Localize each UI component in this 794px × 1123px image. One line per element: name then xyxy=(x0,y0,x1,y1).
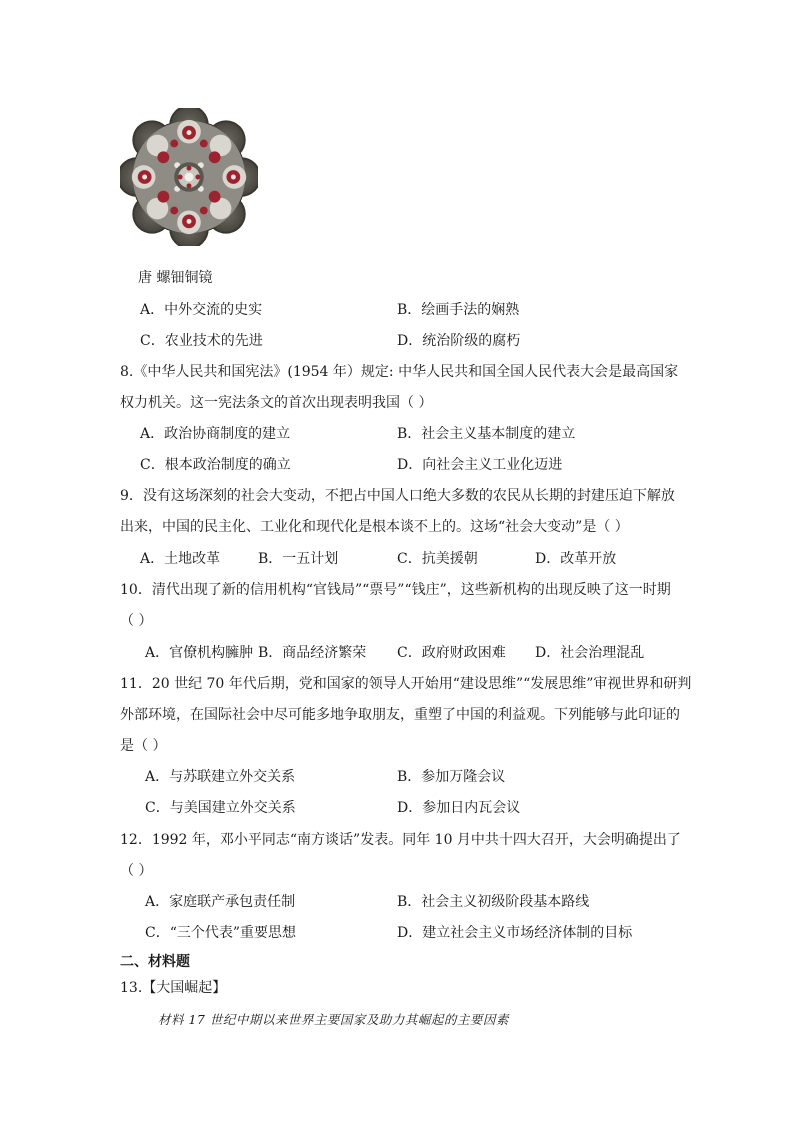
q12-stem-line1: 12．1992 年，邓小平同志“南方谈话”发表。同年 10 月中共十四大召开，大会明确提出了 xyxy=(120,832,681,848)
q8-option-d: D．向社会主义工业化迈进 xyxy=(397,457,563,473)
q11-stem-line2: 外部环境，在国际社会中尽可能多地争取朋友，重塑了中国的利益观。下列能够与此印证的 xyxy=(120,707,680,723)
q11-option-d: D．参加日内瓦会议 xyxy=(397,800,521,816)
q13-material-caption: 材料 17 世纪中期以来世界主要国家及助力其崛起的主要因素 xyxy=(158,1012,509,1027)
q7-option-b: B．绘画手法的娴熟 xyxy=(397,302,520,318)
q10-option-b: B．商品经济繁荣 xyxy=(258,645,367,661)
q8-stem-line1: 8.《中华人民共和国宪法》(1954 年）规定: 中华人民共和国全国人民代表大会是最高国家 xyxy=(120,364,679,380)
q9-stem-line1: 9．没有这场深刻的社会大变动，不把占中国人口绝大多数的农民从长期的封建压迫下解放 xyxy=(120,488,675,504)
q11-option-c: C．与美国建立外交关系 xyxy=(145,800,296,816)
q10-stem-line2: （ ） xyxy=(120,613,153,629)
tang-bronze-mirror-image xyxy=(120,108,258,246)
q10-option-c: C．政府财政困难 xyxy=(397,645,506,661)
q12-option-c: C．“三个代表”重要思想 xyxy=(145,925,297,941)
q12-option-b: B．社会主义初级阶段基本路线 xyxy=(397,894,590,910)
q9-option-b: B．一五计划 xyxy=(258,551,339,567)
q7-option-d: D．统治阶级的腐朽 xyxy=(397,333,521,349)
q7-option-c: C．农业技术的先进 xyxy=(140,333,263,349)
q9-stem-line2: 出来，中国的民主化、工业化和现代化是根本谈不上的。这场“社会大变动”是（ ） xyxy=(120,519,629,535)
section-heading: 二、材料题 xyxy=(120,954,190,970)
q10-option-d: D．社会治理混乱 xyxy=(535,645,645,661)
q12-stem-line2: （ ） xyxy=(120,863,153,879)
q8-option-b: B．社会主义基本制度的建立 xyxy=(397,426,576,442)
q10-stem-line1: 10．清代出现了新的信用机构“官钱局”“票号”“钱庄”，这些新机构的出现反映了这一时期 xyxy=(120,582,671,598)
q13-title: 13.【大国崛起】 xyxy=(120,980,227,996)
q9-option-c: C．抗美援朝 xyxy=(397,551,478,567)
q10-option-a: A．官僚机构臃肿 xyxy=(145,645,254,661)
q12-option-a: A．家庭联产承包责任制 xyxy=(145,894,296,910)
q7-option-a: A．中外交流的史实 xyxy=(140,302,263,318)
q8-option-a: A．政治协商制度的建立 xyxy=(140,426,291,442)
q12-option-d: D．建立社会主义市场经济体制的目标 xyxy=(397,925,633,941)
q11-option-a: A．与苏联建立外交关系 xyxy=(145,769,296,785)
q8-stem-line2: 权力机关。这一宪法条文的首次出现表明我国（ ） xyxy=(120,395,433,411)
q11-stem-line1: 11．20 世纪 70 年代后期，党和国家的领导人开始用“建设思维”“发展思维”审视世界和研判 xyxy=(120,676,692,692)
q11-stem-line3: 是（ ） xyxy=(120,738,167,754)
q9-option-d: D．改革开放 xyxy=(535,551,617,567)
q11-option-b: B．参加万隆会议 xyxy=(397,769,506,785)
q9-option-a: A．土地改革 xyxy=(140,551,221,567)
q8-option-c: C．根本政治制度的确立 xyxy=(140,457,291,473)
image-caption: 唐 螺钿铜镜 xyxy=(138,270,213,286)
